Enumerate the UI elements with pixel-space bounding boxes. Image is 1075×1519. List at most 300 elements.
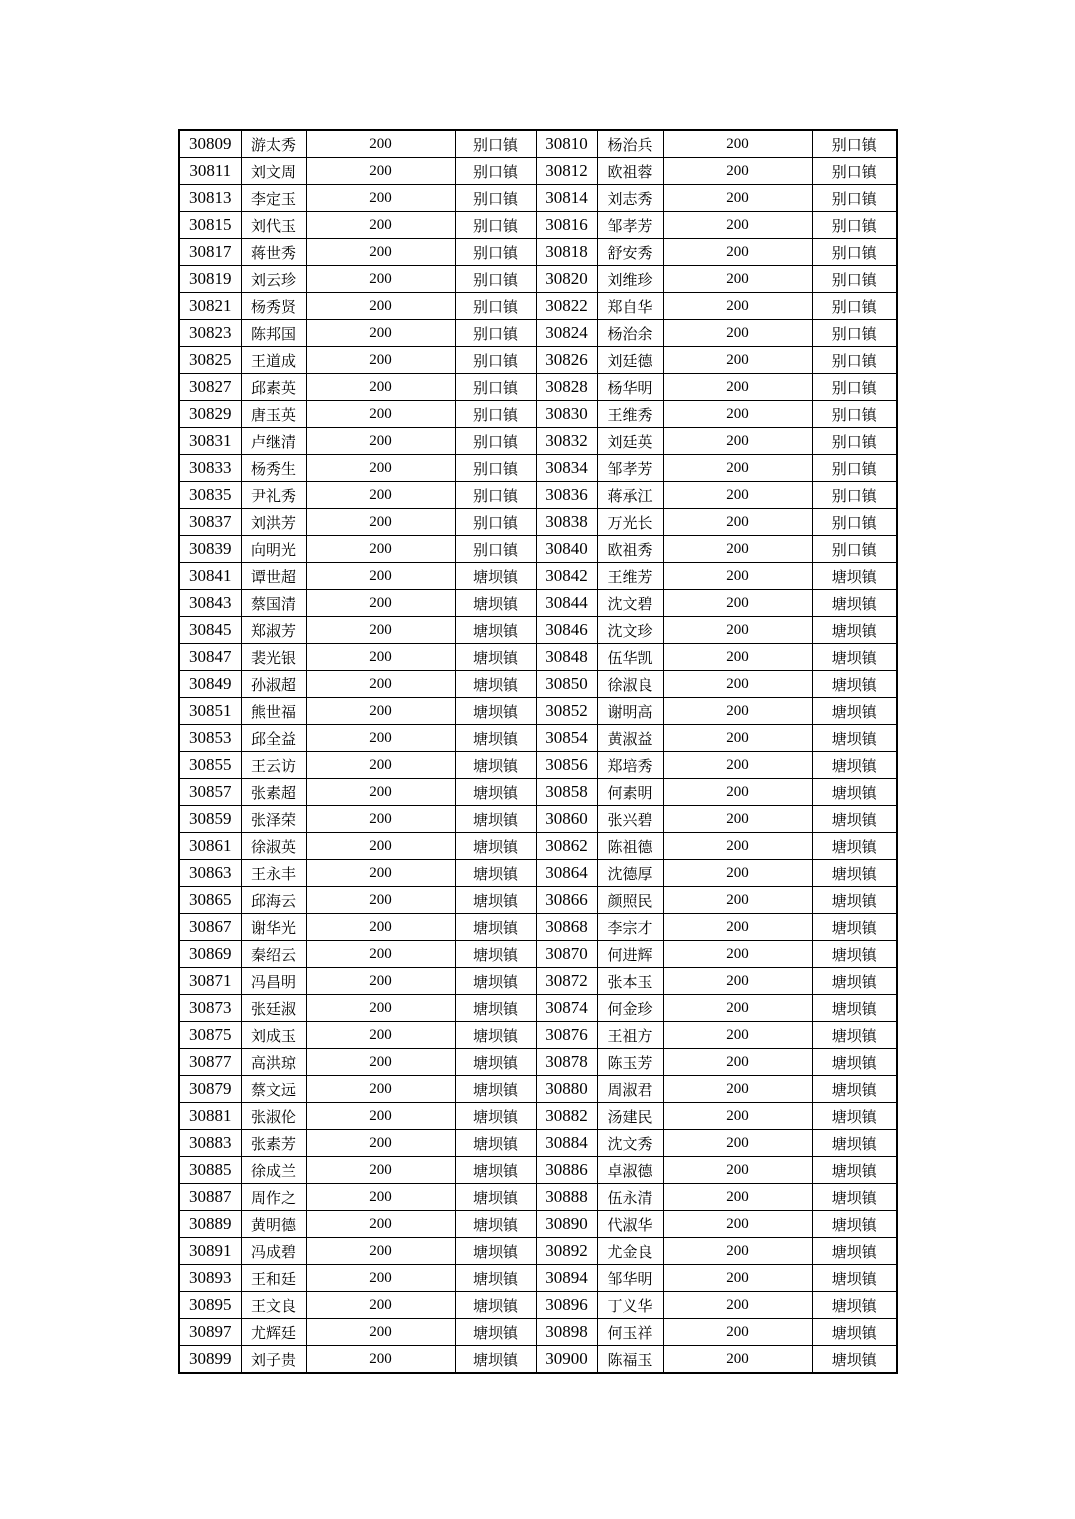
table-row xyxy=(179,1238,897,1265)
town-name-cell: 塘坝镇 xyxy=(812,1130,897,1157)
town-name-cell: 塘坝镇 xyxy=(812,968,897,995)
town-name-cell: 别口镇 xyxy=(455,320,536,347)
table-row xyxy=(179,1076,897,1103)
person-name-cell: 卓淑德 xyxy=(597,1157,663,1184)
table-row xyxy=(179,590,897,617)
amount-cell: 200 xyxy=(663,1103,812,1130)
person-name-cell: 向明光 xyxy=(241,536,306,563)
town-name-cell: 塘坝镇 xyxy=(455,1022,536,1049)
amount-cell: 200 xyxy=(663,1292,812,1319)
town-name-cell: 塘坝镇 xyxy=(455,1238,536,1265)
person-name-cell: 高洪琼 xyxy=(241,1049,306,1076)
person-name-cell: 李宗才 xyxy=(597,914,663,941)
town-name-cell: 塘坝镇 xyxy=(812,644,897,671)
town-name-cell: 塘坝镇 xyxy=(812,1049,897,1076)
amount-cell: 200 xyxy=(663,428,812,455)
town-name-cell: 塘坝镇 xyxy=(812,1238,897,1265)
record-id-cell: 30895 xyxy=(179,1292,241,1319)
amount-cell: 200 xyxy=(306,671,455,698)
record-id-cell: 30829 xyxy=(179,401,241,428)
roster-table xyxy=(178,129,898,1374)
town-name-cell: 别口镇 xyxy=(812,266,897,293)
amount-cell: 200 xyxy=(663,509,812,536)
person-name-cell: 何金珍 xyxy=(597,995,663,1022)
person-name-cell: 邱素英 xyxy=(241,374,306,401)
table-row xyxy=(179,1049,897,1076)
town-name-cell: 塘坝镇 xyxy=(812,914,897,941)
amount-cell: 200 xyxy=(306,1319,455,1346)
record-id-cell: 30862 xyxy=(536,833,597,860)
person-name-cell: 张兴碧 xyxy=(597,806,663,833)
amount-cell: 200 xyxy=(663,455,812,482)
amount-cell: 200 xyxy=(663,779,812,806)
town-name-cell: 塘坝镇 xyxy=(812,752,897,779)
person-name-cell: 刘廷德 xyxy=(597,347,663,374)
town-name-cell: 塘坝镇 xyxy=(812,725,897,752)
town-name-cell: 塘坝镇 xyxy=(455,1130,536,1157)
amount-cell: 200 xyxy=(306,1076,455,1103)
record-id-cell: 30814 xyxy=(536,185,597,212)
record-id-cell: 30844 xyxy=(536,590,597,617)
person-name-cell: 欧祖蓉 xyxy=(597,158,663,185)
town-name-cell: 塘坝镇 xyxy=(455,887,536,914)
town-name-cell: 别口镇 xyxy=(455,509,536,536)
amount-cell: 200 xyxy=(306,698,455,725)
town-name-cell: 别口镇 xyxy=(455,374,536,401)
amount-cell: 200 xyxy=(663,698,812,725)
amount-cell: 200 xyxy=(663,1049,812,1076)
town-name-cell: 别口镇 xyxy=(455,158,536,185)
person-name-cell: 周淑君 xyxy=(597,1076,663,1103)
record-id-cell: 30876 xyxy=(536,1022,597,1049)
person-name-cell: 王祖方 xyxy=(597,1022,663,1049)
record-id-cell: 30878 xyxy=(536,1049,597,1076)
person-name-cell: 万光长 xyxy=(597,509,663,536)
amount-cell: 200 xyxy=(306,995,455,1022)
town-name-cell: 塘坝镇 xyxy=(455,1049,536,1076)
record-id-cell: 30813 xyxy=(179,185,241,212)
amount-cell: 200 xyxy=(306,1346,455,1374)
record-id-cell: 30863 xyxy=(179,860,241,887)
person-name-cell: 郑淑芳 xyxy=(241,617,306,644)
record-id-cell: 30875 xyxy=(179,1022,241,1049)
table-row xyxy=(179,617,897,644)
town-name-cell: 塘坝镇 xyxy=(812,833,897,860)
amount-cell: 200 xyxy=(306,455,455,482)
amount-cell: 200 xyxy=(663,185,812,212)
person-name-cell: 陈祖德 xyxy=(597,833,663,860)
amount-cell: 200 xyxy=(663,1238,812,1265)
amount-cell: 200 xyxy=(306,1265,455,1292)
person-name-cell: 刘志秀 xyxy=(597,185,663,212)
record-id-cell: 30827 xyxy=(179,374,241,401)
table-row xyxy=(179,293,897,320)
table-row xyxy=(179,185,897,212)
person-name-cell: 卢继清 xyxy=(241,428,306,455)
record-id-cell: 30899 xyxy=(179,1346,241,1374)
amount-cell: 200 xyxy=(306,401,455,428)
amount-cell: 200 xyxy=(306,320,455,347)
record-id-cell: 30864 xyxy=(536,860,597,887)
amount-cell: 200 xyxy=(306,1292,455,1319)
town-name-cell: 塘坝镇 xyxy=(455,779,536,806)
amount-cell: 200 xyxy=(663,482,812,509)
record-id-cell: 30810 xyxy=(536,130,597,158)
record-id-cell: 30846 xyxy=(536,617,597,644)
record-id-cell: 30848 xyxy=(536,644,597,671)
record-id-cell: 30838 xyxy=(536,509,597,536)
amount-cell: 200 xyxy=(306,914,455,941)
record-id-cell: 30872 xyxy=(536,968,597,995)
person-name-cell: 沈文碧 xyxy=(597,590,663,617)
person-name-cell: 蒋世秀 xyxy=(241,239,306,266)
person-name-cell: 蒋承江 xyxy=(597,482,663,509)
town-name-cell: 别口镇 xyxy=(812,455,897,482)
record-id-cell: 30900 xyxy=(536,1346,597,1374)
record-id-cell: 30843 xyxy=(179,590,241,617)
record-id-cell: 30882 xyxy=(536,1103,597,1130)
person-name-cell: 伍永清 xyxy=(597,1184,663,1211)
person-name-cell: 裴光银 xyxy=(241,644,306,671)
table-row xyxy=(179,1319,897,1346)
person-name-cell: 尹礼秀 xyxy=(241,482,306,509)
table-row xyxy=(179,1157,897,1184)
record-id-cell: 30859 xyxy=(179,806,241,833)
town-name-cell: 塘坝镇 xyxy=(812,1346,897,1374)
table-row xyxy=(179,914,897,941)
table-row xyxy=(179,401,897,428)
amount-cell: 200 xyxy=(306,266,455,293)
table-row xyxy=(179,995,897,1022)
person-name-cell: 杨华明 xyxy=(597,374,663,401)
town-name-cell: 塘坝镇 xyxy=(812,941,897,968)
town-name-cell: 别口镇 xyxy=(812,293,897,320)
amount-cell: 200 xyxy=(306,617,455,644)
table-row xyxy=(179,509,897,536)
town-name-cell: 塘坝镇 xyxy=(812,1319,897,1346)
person-name-cell: 王维芳 xyxy=(597,563,663,590)
amount-cell: 200 xyxy=(663,671,812,698)
amount-cell: 200 xyxy=(306,968,455,995)
person-name-cell: 唐玉英 xyxy=(241,401,306,428)
person-name-cell: 邹孝芳 xyxy=(597,455,663,482)
person-name-cell: 欧祖秀 xyxy=(597,536,663,563)
amount-cell: 200 xyxy=(306,644,455,671)
town-name-cell: 别口镇 xyxy=(455,212,536,239)
record-id-cell: 30816 xyxy=(536,212,597,239)
table-row xyxy=(179,455,897,482)
record-id-cell: 30867 xyxy=(179,914,241,941)
town-name-cell: 塘坝镇 xyxy=(455,1346,536,1374)
table-row xyxy=(179,1103,897,1130)
town-name-cell: 塘坝镇 xyxy=(455,671,536,698)
table-row xyxy=(179,212,897,239)
person-name-cell: 丁义华 xyxy=(597,1292,663,1319)
record-id-cell: 30837 xyxy=(179,509,241,536)
person-name-cell: 刘洪芳 xyxy=(241,509,306,536)
amount-cell: 200 xyxy=(663,347,812,374)
record-id-cell: 30853 xyxy=(179,725,241,752)
record-id-cell: 30851 xyxy=(179,698,241,725)
person-name-cell: 何素明 xyxy=(597,779,663,806)
record-id-cell: 30834 xyxy=(536,455,597,482)
amount-cell: 200 xyxy=(663,130,812,158)
town-name-cell: 别口镇 xyxy=(455,347,536,374)
record-id-cell: 30870 xyxy=(536,941,597,968)
record-id-cell: 30871 xyxy=(179,968,241,995)
amount-cell: 200 xyxy=(663,1022,812,1049)
town-name-cell: 别口镇 xyxy=(455,293,536,320)
record-id-cell: 30855 xyxy=(179,752,241,779)
amount-cell: 200 xyxy=(663,1319,812,1346)
person-name-cell: 徐成兰 xyxy=(241,1157,306,1184)
person-name-cell: 刘维珍 xyxy=(597,266,663,293)
table-row xyxy=(179,563,897,590)
town-name-cell: 塘坝镇 xyxy=(455,914,536,941)
record-id-cell: 30857 xyxy=(179,779,241,806)
table-row xyxy=(179,320,897,347)
town-name-cell: 别口镇 xyxy=(812,158,897,185)
record-id-cell: 30897 xyxy=(179,1319,241,1346)
record-id-cell: 30840 xyxy=(536,536,597,563)
town-name-cell: 别口镇 xyxy=(455,239,536,266)
table-row xyxy=(179,887,897,914)
amount-cell: 200 xyxy=(306,347,455,374)
table-row xyxy=(179,698,897,725)
town-name-cell: 塘坝镇 xyxy=(455,617,536,644)
amount-cell: 200 xyxy=(663,1130,812,1157)
amount-cell: 200 xyxy=(663,293,812,320)
town-name-cell: 塘坝镇 xyxy=(812,671,897,698)
amount-cell: 200 xyxy=(663,644,812,671)
record-id-cell: 30874 xyxy=(536,995,597,1022)
amount-cell: 200 xyxy=(663,590,812,617)
amount-cell: 200 xyxy=(306,887,455,914)
table-row xyxy=(179,752,897,779)
person-name-cell: 杨治兵 xyxy=(597,130,663,158)
table-row xyxy=(179,536,897,563)
town-name-cell: 别口镇 xyxy=(812,509,897,536)
record-id-cell: 30823 xyxy=(179,320,241,347)
person-name-cell: 杨秀贤 xyxy=(241,293,306,320)
amount-cell: 200 xyxy=(306,482,455,509)
town-name-cell: 塘坝镇 xyxy=(455,563,536,590)
table-row xyxy=(179,482,897,509)
record-id-cell: 30885 xyxy=(179,1157,241,1184)
person-name-cell: 冯成碧 xyxy=(241,1238,306,1265)
amount-cell: 200 xyxy=(306,725,455,752)
person-name-cell: 张素超 xyxy=(241,779,306,806)
town-name-cell: 塘坝镇 xyxy=(812,617,897,644)
amount-cell: 200 xyxy=(663,1076,812,1103)
person-name-cell: 杨治余 xyxy=(597,320,663,347)
record-id-cell: 30822 xyxy=(536,293,597,320)
person-name-cell: 代淑华 xyxy=(597,1211,663,1238)
amount-cell: 200 xyxy=(663,1184,812,1211)
person-name-cell: 陈福玉 xyxy=(597,1346,663,1374)
record-id-cell: 30835 xyxy=(179,482,241,509)
record-id-cell: 30819 xyxy=(179,266,241,293)
roster-body xyxy=(179,130,897,1373)
amount-cell: 200 xyxy=(306,1157,455,1184)
town-name-cell: 别口镇 xyxy=(812,401,897,428)
table-row xyxy=(179,1022,897,1049)
table-row xyxy=(179,1130,897,1157)
record-id-cell: 30888 xyxy=(536,1184,597,1211)
table-row xyxy=(179,1292,897,1319)
record-id-cell: 30892 xyxy=(536,1238,597,1265)
record-id-cell: 30847 xyxy=(179,644,241,671)
amount-cell: 200 xyxy=(663,968,812,995)
town-name-cell: 塘坝镇 xyxy=(455,1157,536,1184)
record-id-cell: 30833 xyxy=(179,455,241,482)
table-row xyxy=(179,1184,897,1211)
table-row xyxy=(179,644,897,671)
record-id-cell: 30891 xyxy=(179,1238,241,1265)
town-name-cell: 塘坝镇 xyxy=(455,1292,536,1319)
record-id-cell: 30893 xyxy=(179,1265,241,1292)
person-name-cell: 李定玉 xyxy=(241,185,306,212)
town-name-cell: 塘坝镇 xyxy=(812,887,897,914)
amount-cell: 200 xyxy=(306,158,455,185)
amount-cell: 200 xyxy=(663,725,812,752)
record-id-cell: 30824 xyxy=(536,320,597,347)
person-name-cell: 谢华光 xyxy=(241,914,306,941)
person-name-cell: 黄淑益 xyxy=(597,725,663,752)
amount-cell: 200 xyxy=(306,1049,455,1076)
person-name-cell: 王道成 xyxy=(241,347,306,374)
town-name-cell: 塘坝镇 xyxy=(812,1022,897,1049)
record-id-cell: 30886 xyxy=(536,1157,597,1184)
town-name-cell: 别口镇 xyxy=(455,401,536,428)
table-row xyxy=(179,779,897,806)
amount-cell: 200 xyxy=(306,185,455,212)
record-id-cell: 30898 xyxy=(536,1319,597,1346)
record-id-cell: 30841 xyxy=(179,563,241,590)
record-id-cell: 30825 xyxy=(179,347,241,374)
town-name-cell: 别口镇 xyxy=(812,374,897,401)
amount-cell: 200 xyxy=(663,887,812,914)
person-name-cell: 杨秀生 xyxy=(241,455,306,482)
record-id-cell: 30849 xyxy=(179,671,241,698)
town-name-cell: 塘坝镇 xyxy=(455,1103,536,1130)
town-name-cell: 别口镇 xyxy=(812,428,897,455)
amount-cell: 200 xyxy=(306,563,455,590)
record-id-cell: 30884 xyxy=(536,1130,597,1157)
amount-cell: 200 xyxy=(663,536,812,563)
record-id-cell: 30839 xyxy=(179,536,241,563)
table-row xyxy=(179,266,897,293)
record-id-cell: 30854 xyxy=(536,725,597,752)
town-name-cell: 别口镇 xyxy=(455,185,536,212)
person-name-cell: 沈德厚 xyxy=(597,860,663,887)
record-id-cell: 30869 xyxy=(179,941,241,968)
amount-cell: 200 xyxy=(663,401,812,428)
amount-cell: 200 xyxy=(306,293,455,320)
record-id-cell: 30877 xyxy=(179,1049,241,1076)
amount-cell: 200 xyxy=(663,239,812,266)
person-name-cell: 蔡文远 xyxy=(241,1076,306,1103)
amount-cell: 200 xyxy=(306,1103,455,1130)
amount-cell: 200 xyxy=(306,806,455,833)
town-name-cell: 塘坝镇 xyxy=(455,1265,536,1292)
person-name-cell: 张素芳 xyxy=(241,1130,306,1157)
town-name-cell: 塘坝镇 xyxy=(455,860,536,887)
amount-cell: 200 xyxy=(306,752,455,779)
town-name-cell: 别口镇 xyxy=(455,266,536,293)
person-name-cell: 张本玉 xyxy=(597,968,663,995)
record-id-cell: 30894 xyxy=(536,1265,597,1292)
town-name-cell: 别口镇 xyxy=(812,239,897,266)
town-name-cell: 塘坝镇 xyxy=(455,968,536,995)
town-name-cell: 别口镇 xyxy=(455,428,536,455)
person-name-cell: 颜照民 xyxy=(597,887,663,914)
table-row xyxy=(179,725,897,752)
person-name-cell: 王云访 xyxy=(241,752,306,779)
person-name-cell: 张廷淑 xyxy=(241,995,306,1022)
table-row xyxy=(179,1346,897,1374)
town-name-cell: 塘坝镇 xyxy=(455,833,536,860)
person-name-cell: 刘云珍 xyxy=(241,266,306,293)
record-id-cell: 30815 xyxy=(179,212,241,239)
table-row xyxy=(179,671,897,698)
amount-cell: 200 xyxy=(306,212,455,239)
table-row xyxy=(179,158,897,185)
person-name-cell: 王维秀 xyxy=(597,401,663,428)
person-name-cell: 熊世福 xyxy=(241,698,306,725)
record-id-cell: 30820 xyxy=(536,266,597,293)
town-name-cell: 塘坝镇 xyxy=(455,995,536,1022)
town-name-cell: 塘坝镇 xyxy=(812,698,897,725)
town-name-cell: 塘坝镇 xyxy=(812,1157,897,1184)
person-name-cell: 孙淑超 xyxy=(241,671,306,698)
table-row xyxy=(179,833,897,860)
town-name-cell: 塘坝镇 xyxy=(455,806,536,833)
town-name-cell: 塘坝镇 xyxy=(455,752,536,779)
town-name-cell: 别口镇 xyxy=(812,130,897,158)
record-id-cell: 30880 xyxy=(536,1076,597,1103)
amount-cell: 200 xyxy=(663,212,812,239)
record-id-cell: 30831 xyxy=(179,428,241,455)
amount-cell: 200 xyxy=(663,617,812,644)
amount-cell: 200 xyxy=(663,563,812,590)
person-name-cell: 陈玉芳 xyxy=(597,1049,663,1076)
amount-cell: 200 xyxy=(663,833,812,860)
person-name-cell: 邱海云 xyxy=(241,887,306,914)
person-name-cell: 谭世超 xyxy=(241,563,306,590)
record-id-cell: 30883 xyxy=(179,1130,241,1157)
person-name-cell: 刘廷英 xyxy=(597,428,663,455)
person-name-cell: 伍华凯 xyxy=(597,644,663,671)
person-name-cell: 汤建民 xyxy=(597,1103,663,1130)
amount-cell: 200 xyxy=(663,914,812,941)
record-id-cell: 30881 xyxy=(179,1103,241,1130)
record-id-cell: 30817 xyxy=(179,239,241,266)
person-name-cell: 刘成玉 xyxy=(241,1022,306,1049)
town-name-cell: 塘坝镇 xyxy=(812,860,897,887)
amount-cell: 200 xyxy=(306,941,455,968)
record-id-cell: 30812 xyxy=(536,158,597,185)
person-name-cell: 冯昌明 xyxy=(241,968,306,995)
person-name-cell: 王永丰 xyxy=(241,860,306,887)
amount-cell: 200 xyxy=(306,860,455,887)
town-name-cell: 别口镇 xyxy=(812,185,897,212)
town-name-cell: 塘坝镇 xyxy=(812,1184,897,1211)
person-name-cell: 王文良 xyxy=(241,1292,306,1319)
town-name-cell: 塘坝镇 xyxy=(812,1103,897,1130)
table-row xyxy=(179,941,897,968)
amount-cell: 200 xyxy=(663,266,812,293)
